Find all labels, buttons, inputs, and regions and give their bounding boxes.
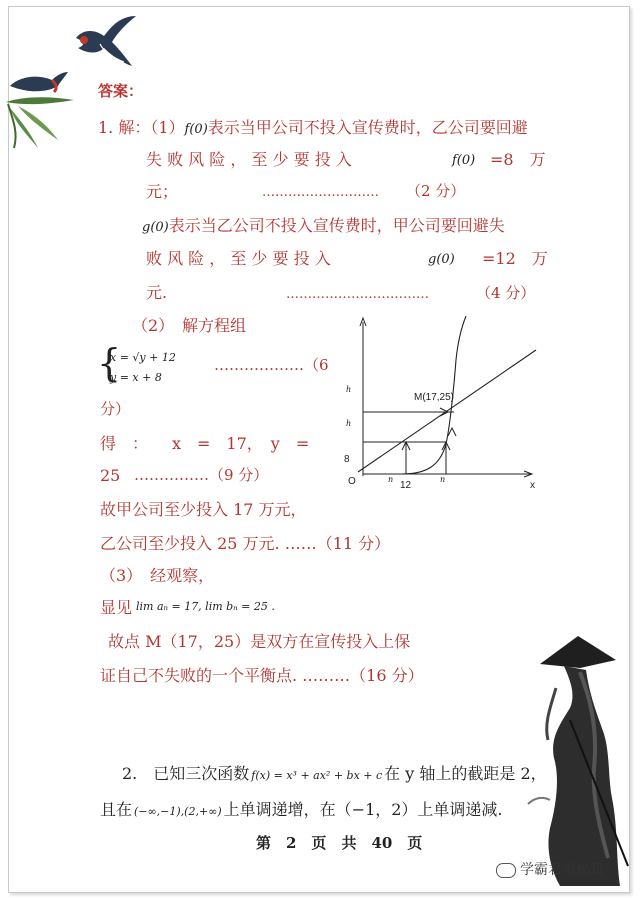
y-tick-8: 8	[344, 454, 350, 465]
q1-line3-dots: ………………………	[262, 185, 379, 200]
q2-line1-a: 2. 已知三次函数	[122, 764, 250, 783]
x-tick-12: 12	[400, 480, 412, 491]
y-tick-h1: h	[346, 385, 352, 394]
q1-line5-fn: g(0)	[428, 252, 455, 267]
q1-line1-rest: 表示当甲公司不投入宣传费时，乙公司要回避	[207, 118, 528, 137]
q1-line6-dots: ……………………………	[286, 287, 429, 302]
bamboo-leaf-icon	[4, 92, 76, 152]
q2-line2	[100, 802, 503, 818]
solution-val: 25	[100, 466, 121, 485]
y-tick-h2: h	[346, 419, 352, 428]
q1-line1-fn: f(0)	[184, 122, 208, 137]
point-m-label: M(17,25)	[414, 392, 455, 403]
system-dots: ………………（6	[214, 356, 329, 374]
q1-line4-fn: g(0)	[142, 220, 169, 235]
q1-part2-label: （2） 解方程组	[132, 316, 247, 335]
q2-line1	[122, 766, 547, 782]
solution-line: 得 ： x = 17， y =	[100, 434, 310, 453]
q2-line2-a: 且在	[100, 800, 133, 819]
q1-line6-score: （4 分）	[476, 284, 536, 302]
q1-line1	[98, 120, 528, 136]
swallow-icon	[70, 8, 140, 70]
ink-swordsman-icon	[520, 628, 632, 890]
limit-text: lim aₙ = 17, lim bₙ = 25 .	[136, 600, 275, 613]
q1-line3-score: （2 分）	[406, 182, 466, 200]
x-tick-n2: n	[440, 475, 446, 484]
page-footer: 第 2 页 共 40 页	[256, 834, 423, 852]
limit-prefix: 显见	[100, 598, 133, 617]
x-tick-n1: n	[388, 475, 394, 484]
q1-line2-fn: f(0)	[452, 153, 476, 168]
system-brace: {	[97, 341, 122, 385]
system-eq1: x = √y + 12	[110, 351, 176, 364]
q1-line5-a: 败 风 险 ， 至 少 要 投 入	[146, 249, 331, 268]
q2-line1-b: 在 y 轴上的截距是 2，	[384, 764, 547, 783]
chat-bubble-icon	[496, 863, 516, 878]
q1-line1-prefix: 1. 解：（1）	[98, 118, 185, 137]
q1-line5-b: =12 万	[482, 249, 548, 268]
q1-line2-b: =8 万	[490, 150, 546, 169]
conclusion-2: 乙公司至少投入 25 万元. ……（11 分）	[100, 534, 391, 553]
system-eq2: y = x + 8	[110, 371, 162, 384]
watermark	[496, 862, 604, 878]
answer-header: 答案：	[98, 82, 144, 100]
q1-line6-a: 元.	[146, 283, 168, 302]
conclusion-1: 故甲公司至少投入 17 万元，	[100, 500, 307, 519]
q2-interval: (−∞,−1),(2,+∞)	[134, 805, 222, 818]
watermark-text: 学霸君说秘籍	[520, 861, 604, 877]
q1-line2-a: 失 败 风 险 ， 至 少 要 投 入	[146, 150, 352, 169]
part3-label: （3） 经观察，	[100, 566, 215, 585]
equilibrium-graph	[336, 316, 546, 496]
q1-line4-rest: 表示当乙公司不投入宣传费时，甲公司要回避失	[168, 216, 505, 235]
q2-fn: f(x) = x³ + ax² + bx + c	[251, 769, 383, 782]
system-cont: 分）	[100, 400, 131, 418]
origin-label: O	[348, 476, 356, 487]
q1-line3-a: 元；	[146, 182, 179, 201]
x-axis-label: x	[530, 480, 535, 491]
solution-dots: ……………（9 分）	[134, 466, 269, 484]
q1-line4	[142, 218, 505, 234]
final-1: 故点 M（17，25）是双方在宣传投入上保	[108, 632, 411, 651]
final-2: 证自己不失败的一个平衡点. ………（16 分）	[100, 666, 424, 685]
q2-line2-b: 上单调递增，在（−1，2）上单调递减.	[223, 800, 503, 819]
